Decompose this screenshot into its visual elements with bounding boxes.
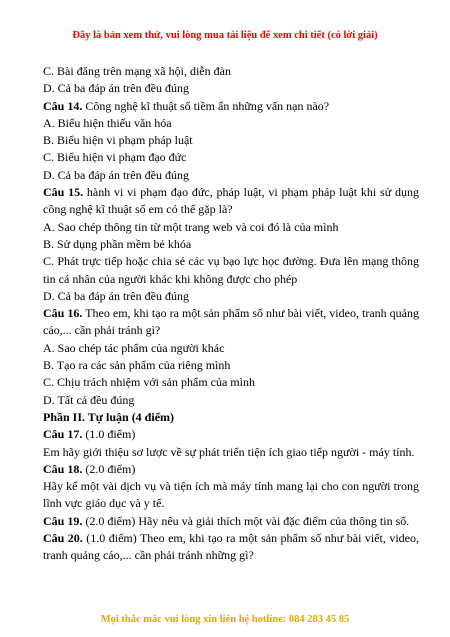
- answer-option: B. Sử dụng phần mềm bẻ khóa: [43, 236, 192, 251]
- answer-option: A. Sao chép tác phẩm của người khác: [43, 340, 225, 355]
- question-points: (1.0 điểm): [82, 427, 136, 442]
- question-label: Câu 19.: [43, 513, 83, 528]
- answer-option: A. Biểu hiện thiếu văn hóa: [43, 115, 172, 130]
- question-19: [43, 513, 419, 530]
- question-14: [43, 98, 419, 115]
- question-label: Câu 18.: [43, 461, 83, 476]
- answer-option: C. Chịu trách nhiệm với sản phẩm của mình: [43, 375, 255, 390]
- question-label: Câu 14.: [43, 98, 83, 113]
- question-text: (1.0 điểm) Theo em, khi tạo ra một sản phẩm số như bài viết, video, tranh quảng cáo,... cần phải tránh những gì?: [43, 531, 419, 563]
- section-heading: Phần II. Tự luận (4 điểm): [43, 409, 175, 424]
- question-16: [43, 305, 419, 340]
- question-text: Công nghệ kĩ thuật số tiềm ẩn những vấn nạn nào?: [82, 98, 330, 113]
- hotline-footer: Mọi thắc mắc vui lòng xin liên hệ hotline: 084 283 45 85: [100, 614, 350, 625]
- question-text: hành vi vi phạm đạo đức, pháp luật, vi phạm pháp luật khi sử dụng công nghệ kĩ thuật số em có thể gặp là?: [43, 185, 420, 217]
- answer-option: D. Cả ba đáp án trên đều đúng: [43, 167, 189, 182]
- question-label: Câu 20.: [43, 531, 83, 546]
- answer-option: B. Biểu hiện vi phạm pháp luật: [43, 133, 193, 148]
- question-label: Câu 16.: [43, 306, 83, 321]
- question-text: (2.0 điểm) Hãy nêu và giải thích một vài đặc điểm của thông tin số.: [82, 513, 410, 528]
- answer-option: C. Biểu hiện vi phạm đạo đức: [43, 150, 187, 165]
- document-body: [43, 63, 419, 565]
- question-17: [43, 426, 419, 443]
- question-15: [43, 184, 419, 219]
- question-18: [43, 461, 419, 478]
- answer-option: B. Tạo ra các sản phẩm của riêng mình: [43, 358, 231, 373]
- question-text: Em hãy giới thiệu sơ lược về sự phát triển tiện ích giao tiếp người - máy tính.: [43, 444, 415, 459]
- answer-option: C. Bài đăng trên mạng xã hội, diễn đàn: [43, 64, 231, 78]
- answer-option: D. Tất cả đều đúng: [43, 392, 135, 407]
- answer-option: D. Cả ba đáp án trên đều đúng: [43, 81, 189, 96]
- preview-banner: Đây là bản xem thử, vui lòng mua tài liệu để xem chi tiết (có lời giải): [72, 30, 378, 41]
- question-label: Câu 15.: [43, 185, 84, 200]
- question-20: [43, 530, 419, 565]
- question-text: Theo em, khi tạo ra một sản phẩm số như bài viết, video, tranh quảng cáo,... cần phải tránh gì?: [43, 306, 419, 338]
- answer-option: A. Sao chép thông tin từ một trang web và coi đó là của mình: [43, 219, 339, 234]
- question-points: (2.0 điểm): [82, 461, 136, 476]
- question-text: Hãy kể một vài dịch vụ và tiện ích mà máy tính mang lại cho con người trong lĩnh vực giáo dục và y tế.: [43, 479, 419, 511]
- answer-option: C. Phát trực tiếp hoặc chia sẻ các vụ bạo lực học đường. Đưa lên mạng thông tin cá nhân của người khác khi không được cho phép: [43, 254, 419, 286]
- question-label: Câu 17.: [43, 427, 83, 442]
- answer-option: D. Cả ba đáp án trên đều đúng: [43, 288, 189, 303]
